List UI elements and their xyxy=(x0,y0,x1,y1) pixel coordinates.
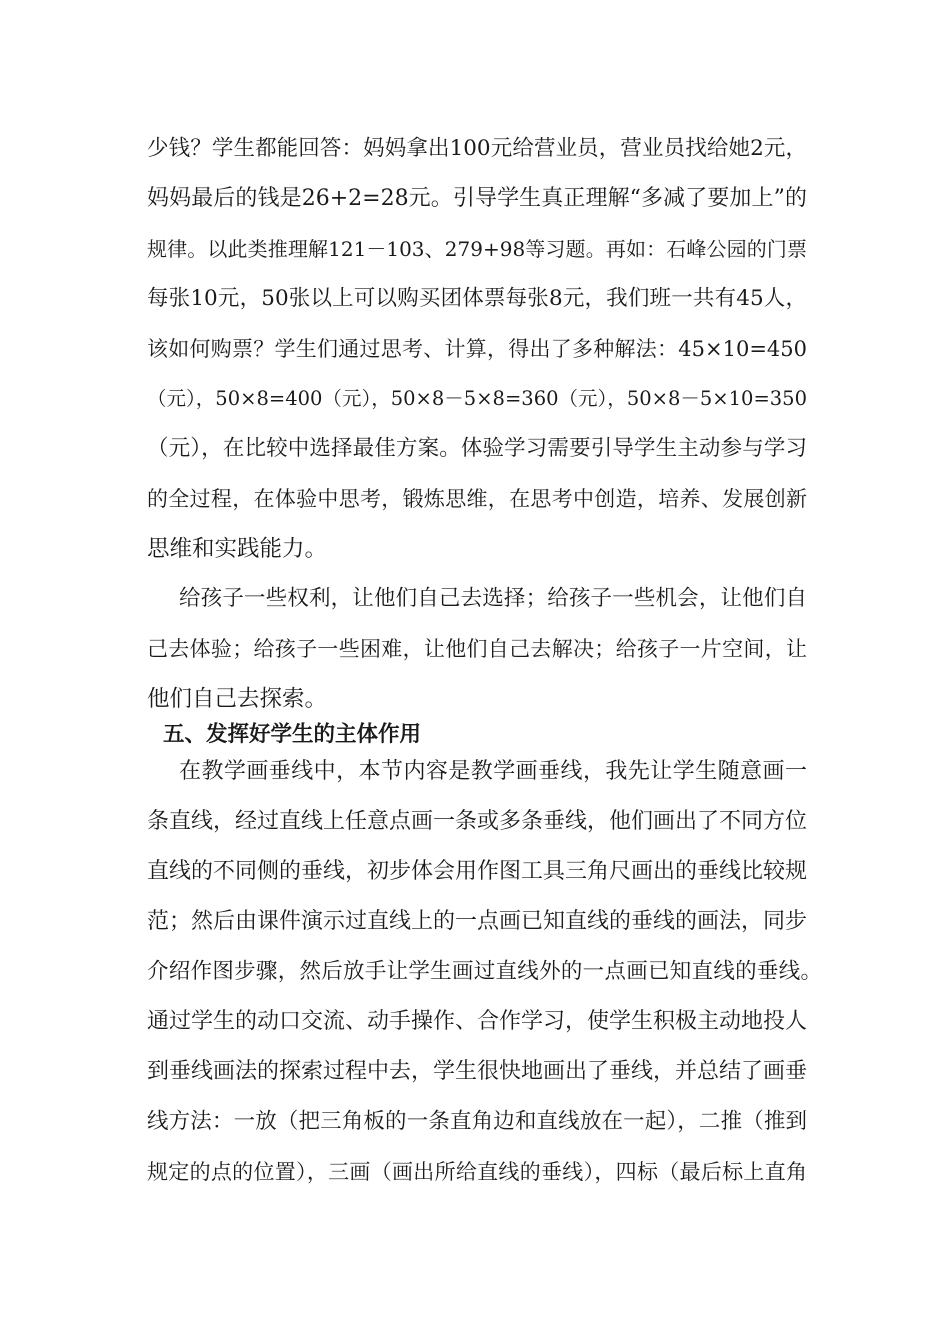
paragraph-3-line-3: 直线的不同侧的垂线，初步体会用作图工具三角尺画出的垂线比较规 xyxy=(147,859,808,884)
paragraph-1-line-2: 妈妈最后的钱是26+2=28元。引导学生真正理解“多减了要加上”的 xyxy=(147,186,807,211)
paragraph-3-line-9: 规定的点的位置），三画（画出所给直线的垂线），四标（最后标上直角 xyxy=(147,1160,807,1184)
section-heading: 五、发挥好学生的主体作用 xyxy=(163,722,422,747)
paragraph-1-line-3: 规律。以此类推理解121－103、279+98等习题。再如：石峰公园的门票 xyxy=(147,237,807,261)
paragraph-1-line-7: （元），在比较中选择最佳方案。体验学习需要引导学生主动参与学习 xyxy=(147,436,807,461)
paragraph-1-line-5: 该如何购票？学生们通过思考、计算，得出了多种解法：45×10=450 xyxy=(147,337,807,361)
paragraph-3-line-2: 条直线，经过直线上任意点画一条或多条垂线，他们画出了不同方位 xyxy=(147,809,808,834)
paragraph-3-line-8: 线方法：一放（把三角板的一条直角边和直线放在一起），二推（推到 xyxy=(147,1109,807,1134)
paragraph-1-line-9: 思维和实践能力。 xyxy=(147,536,328,562)
paragraph-2-line-2: 己去体验；给孩子一些困难，让他们自己去解决；给孩子一片空间，让 xyxy=(147,637,807,661)
paragraph-3-line-7: 到垂线画法的探索过程中去，学生很快地画出了垂线，并总结了画垂 xyxy=(147,1059,808,1084)
paragraph-3-line-1: 在教学画垂线中，本节内容是教学画垂线，我先让学生随意画一 xyxy=(179,759,807,784)
paragraph-3-line-4: 范；然后由课件演示过直线上的一点画已知直线的垂线的画法，同步 xyxy=(147,909,808,934)
paragraph-3-line-6: 通过学生的动口交流、动手操作、合作学习，使学生积极主动地投人 xyxy=(147,1009,808,1034)
paragraph-2-line-3: 他们自己去探索。 xyxy=(147,686,328,712)
paragraph-1-line-6: （元），50×8=400（元），50×8－5×8=360（元），50×8－5×10=350 xyxy=(147,387,807,410)
paragraph-2-line-1: 给孩子一些权利，让他们自己去选择；给孩子一些机会，让他们自 xyxy=(179,586,807,611)
paragraph-1-line-4: 每张10元，50张以上可以购买团体票每张8元，我们班一共有45人， xyxy=(147,286,807,311)
paragraph-1-line-8: 的全过程，在体验中思考，锻炼思维，在思考中创造，培养、发展创新 xyxy=(147,487,807,511)
paragraph-1-line-1: 少钱？学生都能回答：妈妈拿出100元给营业员，营业员找给她2元， xyxy=(147,136,807,161)
paragraph-3-line-5: 介绍作图步骤，然后放手让学生画过直线外的一点画已知直线的垂线。 xyxy=(147,959,822,984)
